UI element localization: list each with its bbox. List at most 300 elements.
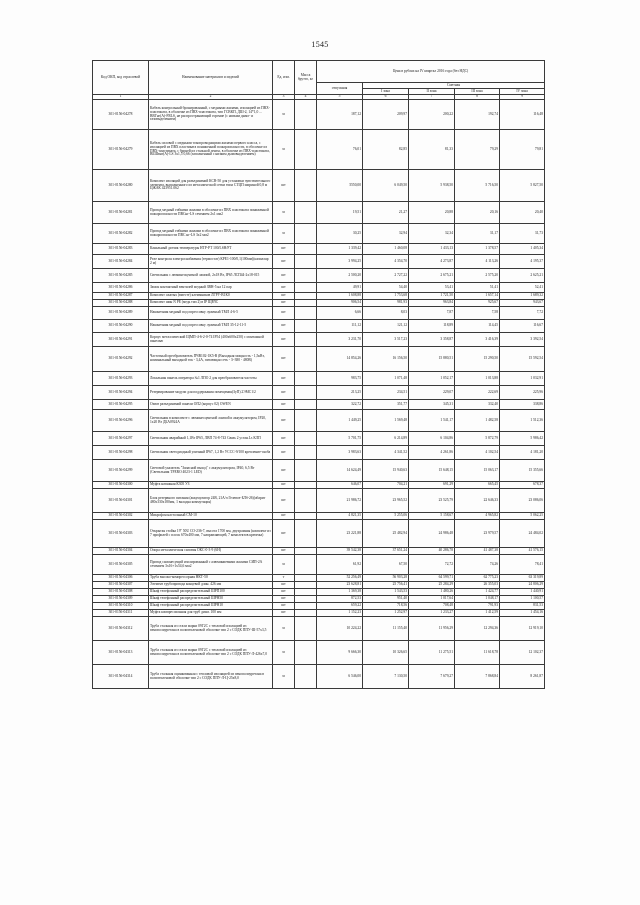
- cell-code: 301-0156-04291: [93, 333, 149, 347]
- cell-mass: [295, 269, 317, 283]
- table-row: [93, 410, 545, 432]
- cell-release-price: 2 500,20: [317, 269, 363, 283]
- cell-zone-1-price: 209,97: [363, 100, 409, 130]
- cell-zone-4-price: 225,96: [500, 386, 545, 400]
- cell-code: 301-0156-04304: [93, 548, 149, 555]
- cell-unit: шт: [273, 489, 295, 513]
- cell-unit: шт: [273, 333, 295, 347]
- cell-name: Шкаф телефонный распределительный ШРН50: [149, 596, 273, 603]
- cell-release-price: 1 449,25: [317, 410, 363, 432]
- cell-unit: шт: [273, 460, 295, 482]
- cell-zone-1-price: 37 651,24: [363, 548, 409, 555]
- cell-mass: [295, 432, 317, 446]
- cell-release-price: 23 628,81: [317, 582, 363, 589]
- cell-unit: м: [273, 665, 295, 689]
- cell-zone-1-price: 56 903,28: [363, 575, 409, 582]
- cell-code: 301-0156-04313: [93, 641, 149, 665]
- table-row: [93, 582, 545, 589]
- table-row: [93, 224, 545, 244]
- header-price-caption: Цена в рублях на IV квартал 2016 года (без НДС): [317, 61, 545, 83]
- cell-zone-4-price: 2 625,21: [500, 269, 545, 283]
- cell-zone-3-price: 192,74: [455, 100, 500, 130]
- cell-name: Шкаф телефонный распределительный ШРН10: [149, 603, 273, 610]
- cell-mass: [295, 555, 317, 575]
- cell-code: 301-0156-04290: [93, 320, 149, 333]
- cell-zone-2-price: 1 433,13: [409, 244, 455, 255]
- cell-zone-4-price: 678,37: [500, 482, 545, 489]
- cell-name: Труба стальная из стали марки 09Г2С с тепловой изоляцией из пенополиуретана в полиэтиленовой оболочке тип 2 с СОДК ППУ-Л-426х7,0: [149, 641, 273, 665]
- header-colnum: 3: [273, 95, 295, 100]
- cell-name: Комплект сжатых (вместе) клеммников ЛГРУ-В1К0: [149, 293, 273, 300]
- header-colnum: 2: [149, 95, 273, 100]
- cell-zone-3-price: 15 063,17: [455, 460, 500, 482]
- cell-zone-3-price: 1 378,57: [455, 244, 500, 255]
- cell-mass: [295, 520, 317, 548]
- cell-zone-3-price: 1 482,58: [455, 410, 500, 432]
- cell-zone-3-price: 41 487,38: [455, 548, 500, 555]
- cell-zone-1-price: 5 255,06: [363, 513, 409, 520]
- cell-code: 301-0156-04302: [93, 513, 149, 520]
- cell-mass: [295, 482, 317, 489]
- cell-release-price: 23 221,88: [317, 520, 363, 548]
- table-row: [93, 513, 545, 520]
- cell-zone-2-price: 1 052,17: [409, 372, 455, 386]
- cell-name: Светильник в комплекте с люминесцентной лампой и аккумулятором, IP20, 1х20 Вт ДБА0924А: [149, 410, 273, 432]
- cell-zone-2-price: 1 721,50: [409, 293, 455, 300]
- cell-zone-1-price: 25 482,94: [363, 520, 409, 548]
- cell-code: 301-0156-04306: [93, 575, 149, 582]
- cell-zone-1-price: 15 940,63: [363, 460, 409, 482]
- cell-name: Муфта натяжная КЗ05 УЗ: [149, 482, 273, 489]
- cell-mass: [295, 255, 317, 269]
- cell-name: Комплект шин N PE (медь тип 2) в IP ЩРЛС: [149, 300, 273, 307]
- cell-release-price: 14 624,49: [317, 460, 363, 482]
- table-row: [93, 170, 545, 202]
- table-row: [93, 244, 545, 255]
- cell-mass: [295, 665, 317, 689]
- cell-code: 301-0156-04310: [93, 603, 149, 610]
- table-row: [93, 555, 545, 575]
- cell-name: Наконечник медный под опрессовку луженый ТМЛ 4-6-5: [149, 307, 273, 320]
- cell-zone-3-price: 51,41: [455, 283, 500, 293]
- cell-release-price: 39 542,38: [317, 548, 363, 555]
- cell-name: Световой указатель "Запасной выход" с аккумулятором, IP40, 6,5 Вт (Светильник TFERO 4023-1 LED): [149, 460, 273, 482]
- cell-unit: шт: [273, 548, 295, 555]
- cell-name: Кабель контрольный бронированный, с медными жилами, изоляцией из ПВХ-пластиката, в оболочке из ПВХ-пластиката, тип ГСВКП, ДШ-2, 14*1,0 ... ВВГнг(А)-FRLS, не распространяющий горение (с низким дымо- и газовыделением): [149, 100, 273, 130]
- cell-zone-4-price: 8 261,87: [500, 665, 545, 689]
- header-zone-4: IV зона: [500, 89, 545, 95]
- cell-release-price: 49,91: [317, 283, 363, 293]
- cell-zone-3-price: 12 294,36: [455, 617, 500, 641]
- table-row: [93, 617, 545, 641]
- cell-zone-3-price: 665,45: [455, 482, 500, 489]
- cell-code: 301-0156-04294: [93, 386, 149, 400]
- cell-zone-2-price: 40 286,78: [409, 548, 455, 555]
- cell-name: Открытая стойка 19" 50U CO-236-7, высота 1700 мм, двухрамная (комплект из 7 профилей с плоск 670х400 мм, 7 направляющей, 7 комплектов крепежа): [149, 520, 273, 548]
- cell-unit: шт: [273, 400, 295, 410]
- cell-code: 301-0156-04285: [93, 269, 149, 283]
- cell-mass: [295, 603, 317, 610]
- cell-zone-1-price: 11 155,40: [363, 617, 409, 641]
- cell-zone-3-price: 26 355,03: [455, 582, 500, 589]
- table-body: [93, 100, 545, 689]
- table-row: [93, 665, 545, 689]
- cell-mass: [295, 372, 317, 386]
- cell-zone-2-price: 64 599,71: [409, 575, 455, 582]
- cell-zone-3-price: 5 872,79: [455, 432, 500, 446]
- table-row: [93, 300, 545, 307]
- cell-zone-3-price: 62 775,23: [455, 575, 500, 582]
- cell-release-price: 1 369,38: [317, 589, 363, 596]
- cell-zone-3-price: 23 979,57: [455, 520, 500, 548]
- cell-zone-1-price: 7 130,50: [363, 665, 409, 689]
- cell-zone-3-price: 791,93: [455, 603, 500, 610]
- cell-zone-2-price: 1 233,27: [409, 610, 455, 617]
- cell-zone-2-price: 15 648,15: [409, 460, 455, 482]
- table-row: [93, 400, 545, 410]
- cell-zone-2-price: 708,48: [409, 603, 455, 610]
- cell-mass: [295, 460, 317, 482]
- table-row: [93, 596, 545, 603]
- cell-release-price: 1 339,42: [317, 244, 363, 255]
- table-row: [93, 283, 545, 293]
- table-row: [93, 347, 545, 372]
- cell-zone-4-price: 4 181,20: [500, 446, 545, 460]
- cell-unit: шт: [273, 170, 295, 202]
- cell-zone-3-price: 22 646,33: [455, 489, 500, 513]
- cell-mass: [295, 400, 317, 410]
- cell-zone-1-price: 6 214,89: [363, 432, 409, 446]
- cell-release-price: 76,01: [317, 130, 363, 170]
- cell-code: 301-0156-04314: [93, 665, 149, 689]
- cell-release-price: 14 854,26: [317, 347, 363, 372]
- header-colnum: 7: [409, 95, 455, 100]
- cell-mass: [295, 293, 317, 300]
- cell-unit: шт: [273, 300, 295, 307]
- cell-release-price: 3 231,70: [317, 333, 363, 347]
- cell-zone-2-price: 118,89: [409, 320, 455, 333]
- cell-unit: м: [273, 224, 295, 244]
- cell-name: Наконечник медный под опрессовку луженый ТМЛ 35-12-11-5: [149, 320, 273, 333]
- cell-name: Провод медный гибкими жилами в оболочке из ПВХ пластиката пониженной пожароопасности ПВСнг-LS сечением 2х1 мм2: [149, 202, 273, 224]
- cell-unit: т: [273, 575, 295, 582]
- cell-zone-4-price: 15 592,54: [500, 347, 545, 372]
- cell-unit: шт: [273, 482, 295, 489]
- cell-zone-2-price: 81,33: [409, 130, 455, 170]
- cell-mass: [295, 307, 317, 320]
- cell-unit: шт: [273, 269, 295, 283]
- cell-release-price: 187,12: [317, 100, 363, 130]
- cell-release-price: 21 986,72: [317, 489, 363, 513]
- cell-zone-2-price: 200,22: [409, 100, 455, 130]
- cell-mass: [295, 641, 317, 665]
- header-zone-1: I зона: [363, 89, 409, 95]
- cell-zone-2-price: 1 480,26: [409, 589, 455, 596]
- cell-zone-1-price: 951,40: [363, 596, 409, 603]
- cell-zone-2-price: 20,88: [409, 202, 455, 224]
- cell-release-price: 1 152,23: [317, 610, 363, 617]
- cell-zone-1-price: 3 517,23: [363, 333, 409, 347]
- cell-unit: шт: [273, 610, 295, 617]
- cell-zone-2-price: 963,84: [409, 300, 455, 307]
- cell-name: Элемент трубопровода концевой длин. 426 мм: [149, 582, 273, 589]
- cell-zone-2-price: 23 525,79: [409, 489, 455, 513]
- cell-zone-3-price: 1 657,14: [455, 293, 500, 300]
- cell-release-price: 9 666,30: [317, 641, 363, 665]
- cell-zone-3-price: 1 412,59: [455, 610, 500, 617]
- cell-name: Светильник с люминесцентной лампой, 2х18 Вт, IP65 ЛСП44-2х18-015: [149, 269, 273, 283]
- cell-zone-2-price: 15 880,51: [409, 347, 455, 372]
- cell-mass: [295, 333, 317, 347]
- cell-zone-1-price: 82,85: [363, 130, 409, 170]
- cell-code: 301-0156-04282: [93, 224, 149, 244]
- cell-unit: шт: [273, 589, 295, 596]
- table-row: [93, 333, 545, 347]
- cell-zone-3-price: 222,69: [455, 386, 500, 400]
- table-row: [93, 293, 545, 300]
- cell-name: Микрофон настольный СМ-10: [149, 513, 273, 520]
- cell-zone-3-price: 7,58: [455, 307, 500, 320]
- cell-zone-1-price: 32,94: [363, 224, 409, 244]
- header-name: Наименование материалов и изделий: [149, 61, 273, 95]
- cell-code: 301-0156-04278: [93, 100, 149, 130]
- cell-code: 301-0156-04293: [93, 372, 149, 386]
- cell-zone-4-price: 1 454,16: [500, 610, 545, 617]
- cell-release-price: 6 546,00: [317, 665, 363, 689]
- cell-release-price: 213,25: [317, 386, 363, 400]
- cell-zone-1-price: 1 543,53: [363, 589, 409, 596]
- cell-mass: [295, 617, 317, 641]
- cell-zone-3-price: 79,29: [455, 130, 500, 170]
- cell-zone-1-price: 351,77: [363, 400, 409, 410]
- cell-unit: шт: [273, 603, 295, 610]
- cell-zone-4-price: 943,67: [500, 300, 545, 307]
- cell-zone-4-price: 116,67: [500, 320, 545, 333]
- table-row: [93, 386, 545, 400]
- cell-mass: [295, 320, 317, 333]
- cell-name: Труба стальная оцинкованная с тепловой изоляцией из пенополиуретана в полиэтиленовой оболочке тип 2 с СОДК ППУ-Л-Ц-25х8,0: [149, 665, 273, 689]
- cell-zone-1-price: 25 756,41: [363, 582, 409, 589]
- cell-mass: [295, 489, 317, 513]
- cell-zone-2-price: 6 104,86: [409, 432, 455, 446]
- cell-release-price: 6,66: [317, 307, 363, 320]
- cell-zone-4-price: 3 392,54: [500, 333, 545, 347]
- cell-zone-1-price: 8,03: [363, 307, 409, 320]
- cell-zone-1-price: 21,27: [363, 202, 409, 224]
- price-table: [92, 60, 545, 689]
- cell-zone-2-price: 345,31: [409, 400, 455, 410]
- cell-zone-1-price: 121,12: [363, 320, 409, 333]
- cell-zone-4-price: 31,73: [500, 224, 545, 244]
- cell-zone-3-price: 1 048,17: [455, 596, 500, 603]
- cell-mass: [295, 596, 317, 603]
- cell-zone-2-price: 4 273,87: [409, 255, 455, 269]
- header-colnum: 5: [317, 95, 363, 100]
- cell-name: Светильник светодиодный уличный IP67, 1,2 Вт УССС-9/100 крепление-скоба: [149, 446, 273, 460]
- cell-unit: шт: [273, 347, 295, 372]
- cell-name: Комплект изоляций для разъединений КСВ-50 для установки чувствительного элемента, выполненного из металлической сетки типа СТЦП шириной 0,8 м ЦЖАК 423951.062: [149, 170, 273, 202]
- cell-zone-1-price: 4 341,52: [363, 446, 409, 460]
- cell-code: 301-0156-04292: [93, 347, 149, 372]
- cell-name: Провод медный гибкими жилами в оболочке из ПВХ пластиката пониженной пожароопасности ПВС нг-LS 3х2 мм2: [149, 224, 273, 244]
- cell-zone-4-price: 24 484,02: [500, 520, 545, 548]
- cell-mass: [295, 100, 317, 130]
- cell-zone-2-price: 1 017,64: [409, 596, 455, 603]
- cell-zone-3-price: 31,17: [455, 224, 500, 244]
- cell-zone-4-price: 15 355,66: [500, 460, 545, 482]
- cell-zone-4-price: 52,41: [500, 283, 545, 293]
- cell-zone-4-price: 5 827,50: [500, 170, 545, 202]
- header-colnum: 4: [295, 95, 317, 100]
- cell-zone-2-price: 25 284,29: [409, 582, 455, 589]
- cell-zone-4-price: 1 440,91: [500, 589, 545, 596]
- cell-unit: шт: [273, 596, 295, 603]
- cell-release-price: 52 256,49: [317, 575, 363, 582]
- cell-code: 301-0156-04281: [93, 202, 149, 224]
- cell-zone-3-price: 15 290,50: [455, 347, 500, 372]
- table-row: [93, 575, 545, 582]
- cell-code: 301-0156-04299: [93, 460, 149, 482]
- cell-release-price: 111,12: [317, 320, 363, 333]
- cell-zone-2-price: 11 956,29: [409, 617, 455, 641]
- cell-name: Шкаф телефонный распределительный ШРП100: [149, 589, 273, 596]
- cell-zone-2-price: 5 938,50: [409, 170, 455, 202]
- cell-code: 301-0156-04309: [93, 596, 149, 603]
- cell-release-price: 5550,00: [317, 170, 363, 202]
- header-mass: Масса брутто, кг: [295, 61, 317, 95]
- header-zone-3: III зона: [455, 89, 500, 95]
- cell-zone-4-price: 7,72: [500, 307, 545, 320]
- cell-zone-3-price: 74,26: [455, 555, 500, 575]
- cell-code: 301-0156-04300: [93, 482, 149, 489]
- cell-zone-1-price: 10 326,65: [363, 641, 409, 665]
- cell-zone-4-price: 4 195,37: [500, 255, 545, 269]
- cell-zone-1-price: 67,50: [363, 555, 409, 575]
- cell-zone-2-price: 4 261,86: [409, 446, 455, 460]
- cell-zone-1-price: 23 965,52: [363, 489, 409, 513]
- cell-mass: [295, 548, 317, 555]
- cell-zone-3-price: 3 416,39: [455, 333, 500, 347]
- cell-zone-2-price: 11 275,51: [409, 641, 455, 665]
- cell-mass: [295, 347, 317, 372]
- table-row: [93, 255, 545, 269]
- cell-mass: [295, 130, 317, 170]
- cell-unit: шт: [273, 446, 295, 460]
- cell-unit: шт: [273, 432, 295, 446]
- cell-mass: [295, 386, 317, 400]
- table-row: [93, 589, 545, 596]
- cell-mass: [295, 202, 317, 224]
- cell-zone-2-price: 7,87: [409, 307, 455, 320]
- cell-release-price: 983,75: [317, 372, 363, 386]
- cell-zone-3-price: 7 868,84: [455, 665, 500, 689]
- cell-zone-3-price: 1 013,88: [455, 372, 500, 386]
- cell-mass: [295, 170, 317, 202]
- cell-zone-3-price: 114,45: [455, 320, 500, 333]
- table-row: [93, 202, 545, 224]
- cell-zone-4-price: 41 576,15: [500, 548, 545, 555]
- cell-zone-4-price: 63 319,89: [500, 575, 545, 582]
- cell-zone-1-price: 2 727,22: [363, 269, 409, 283]
- cell-zone-1-price: 981,93: [363, 300, 409, 307]
- cell-unit: шт: [273, 283, 295, 293]
- cell-code: 301-0156-04279: [93, 130, 149, 170]
- cell-unit: м: [273, 202, 295, 224]
- cell-mass: [295, 224, 317, 244]
- table-row: [93, 548, 545, 555]
- cell-release-price: 322,72: [317, 400, 363, 410]
- table-row: [93, 372, 545, 386]
- table-row: [93, 307, 545, 320]
- cell-code: 301-0156-04288: [93, 300, 149, 307]
- cell-zone-1-price: 718,56: [363, 603, 409, 610]
- cell-zone-2-price: 24 986,48: [409, 520, 455, 548]
- table-row: [93, 489, 545, 513]
- cell-mass: [295, 244, 317, 255]
- cell-zone-2-price: 2 675,21: [409, 269, 455, 283]
- table-row: [93, 130, 545, 170]
- cell-unit: шт: [273, 255, 295, 269]
- cell-code: 301-0156-04296: [93, 410, 149, 432]
- cell-zone-4-price: 20,40: [500, 202, 545, 224]
- cell-zone-3-price: 20,16: [455, 202, 500, 224]
- header-unit: Ед. изм.: [273, 61, 295, 95]
- cell-name: Труба высоко-компрессорная НКТ-50: [149, 575, 273, 582]
- cell-zone-2-price: 7 679,27: [409, 665, 455, 689]
- cell-code: 301-0156-04289: [93, 307, 149, 320]
- table-row: [93, 603, 545, 610]
- cell-name: Опора металлическая силовая ОКС-0-3-9 (6Н): [149, 548, 273, 555]
- cell-zone-1-price: 1 252,97: [363, 610, 409, 617]
- cell-zone-3-price: 1 424,77: [455, 589, 500, 596]
- cell-release-price: 19,51: [317, 202, 363, 224]
- cell-unit: шт: [273, 293, 295, 300]
- cell-release-price: 646,07: [317, 482, 363, 489]
- cell-release-price: 30,25: [317, 224, 363, 244]
- cell-zone-3-price: 4 113,26: [455, 255, 500, 269]
- cell-code: 301-0156-04286: [93, 283, 149, 293]
- cell-mass: [295, 513, 317, 520]
- cell-mass: [295, 446, 317, 460]
- cell-code: 301-0156-04280: [93, 170, 149, 202]
- cell-zone-1-price: 704,21: [363, 482, 409, 489]
- cell-zone-1-price: 1 460,08: [363, 244, 409, 255]
- cell-release-price: 4 821,35: [317, 513, 363, 520]
- cell-zone-1-price: 54,40: [363, 283, 409, 293]
- header-colnum: 6: [363, 95, 409, 100]
- cell-zone-3-price: 11 618,78: [455, 641, 500, 665]
- cell-mass: [295, 283, 317, 293]
- cell-code: 301-0156-04287: [93, 293, 149, 300]
- cell-unit: шт: [273, 513, 295, 520]
- cell-zone-4-price: 1 032,91: [500, 372, 545, 386]
- table-row: [93, 460, 545, 482]
- cell-zone-1-price: 1 753,68: [363, 293, 409, 300]
- cell-zone-3-price: 4 965,82: [455, 513, 500, 520]
- cell-unit: шт: [273, 410, 295, 432]
- cell-mass: [295, 575, 317, 582]
- cell-zone-4-price: 5 062,25: [500, 513, 545, 520]
- cell-zone-4-price: 1 689,32: [500, 293, 545, 300]
- cell-name: Корпус металлический ЩМП-4-6-2-0-74 IP54 (400х600х250) с монтажной панелью: [149, 333, 273, 347]
- cell-code: 301-0156-04297: [93, 432, 149, 446]
- header-zone-2: II зона: [409, 89, 455, 95]
- cell-unit: м: [273, 641, 295, 665]
- cell-name: Резервирование модули для поддержания помещения(ЗуП) 2ЭМС1/2: [149, 386, 273, 400]
- cell-zone-4-price: 5 986,42: [500, 432, 545, 446]
- header-colnum: 8: [455, 95, 500, 100]
- cell-code: 301-0156-04283: [93, 244, 149, 255]
